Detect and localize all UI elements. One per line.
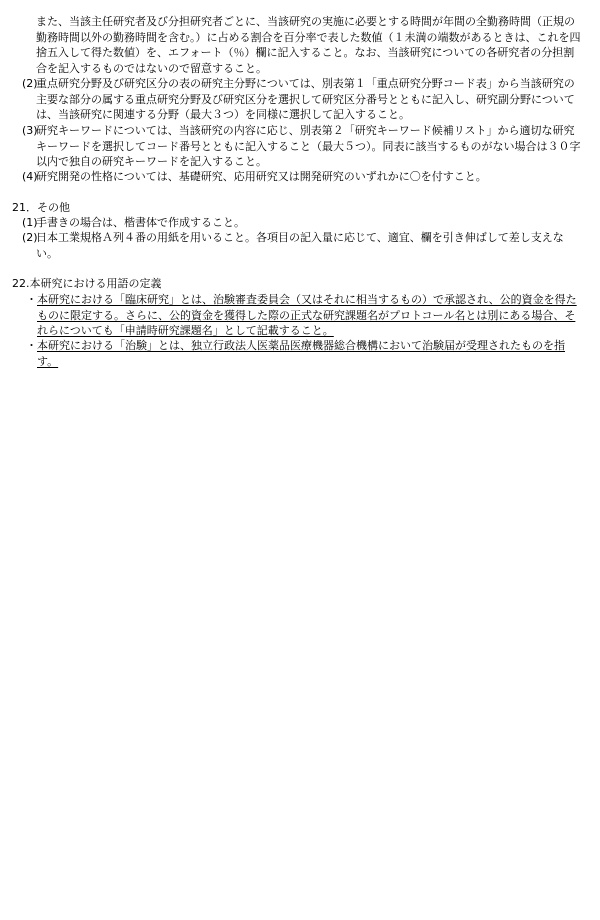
item-research-nature-text: 研究開発の性格については、基礎研究、応用研究又は開発研究のいずれかに〇を付すこと。 [36,170,487,183]
definition-clinical-research-text: 本研究における「臨床研究」とは、治験審査委員会（又はそれに相当するもの）で承認され、公的資金を得たものに限定する。さらに、公的資金を獲得した際の正式な研究課題名がプロトコール名とは別にある場合、それらについても「申請時研究課題名」として記載すること。 [37,293,577,337]
section-21-item-paper-size-text: 日本工業規格Ａ列４番の用紙を用いること。各項目の記入量に応じて、適宜、欄を引き伸ばして差し支えない。 [36,231,564,260]
item-number: (3) [22,124,38,137]
item-research-keyword-text: 研究キーワードについては、当該研究の内容に応じ、別表第２「研究キーワード候補リスト」から適切な研究キーワードを選択してコード番号とともに記入すること（最大５つ）。同表に該当するものがない場合は３０字以内で独自の研究キーワードを記入すること。 [36,124,581,168]
section-22-title: 22.本研究における用語の定義 [12,277,162,290]
item-number: (1) [22,216,38,229]
item-number: (2) [22,231,38,244]
definition-clinical-trial-text: 本研究における「治験」とは、独立行政法人医薬品医療機器総合機構において治験届が受理されたものを指す。 [37,339,565,368]
bullet-mark: ・ [26,339,37,352]
bullet-mark: ・ [26,293,37,306]
item-number: (2) [22,77,38,90]
intro-continuation-paragraph: また、当該主任研究者及び分担研究者ごとに、当該研究の実施に必要とする時間が年間の全勤務時間（正規の勤務時間以外の勤務時間を含む。）に占める割合を百分率で表した数値（１未満の端数があるときは、これを四捨五入して得た数値）を、エフォート（％）欄に記入すること。なお、当該研究についての各研究者の分担割合を記入するものではないので留意すること。 [36,15,581,75]
section-21-title: 21．その他 [12,201,70,214]
item-research-field-text: 重点研究分野及び研究区分の表の研究主分野については、別表第１「重点研究分野コード表」から当該研究の主要な部分の属する重点研究分野及び研究区分を選択して研究区分番号とともに記入し、研究副分野については、当該研究に関連する分野（最大３つ）を同様に選択して記入すること。 [36,77,575,121]
item-number: (4) [22,170,38,183]
section-21-item-handwriting-text: 手書きの場合は、楷書体で作成すること。 [36,216,245,229]
